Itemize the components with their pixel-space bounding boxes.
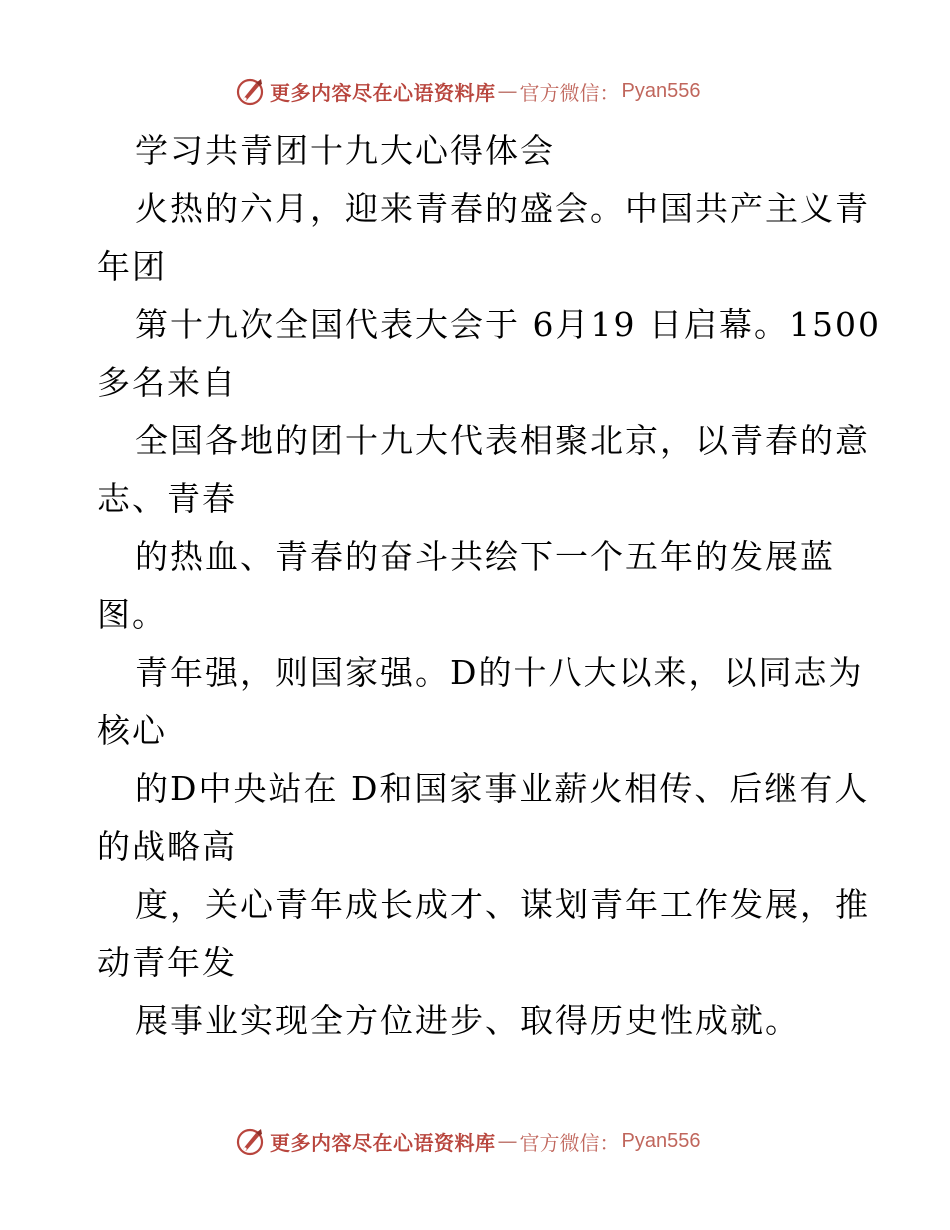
paragraph-line: 图。 [97, 595, 167, 634]
watermark-brand: 更多内容尽在心语资料库 [270, 80, 496, 105]
paragraph-line: 度，关心青年成长成才、谋划青年工作发展，推 [135, 885, 870, 924]
watermark-footer [234, 1124, 700, 1158]
paragraph-line: 第十九次全国代表大会于 6月19 日启幕。1500 [135, 305, 881, 344]
watermark-separator: — [497, 79, 518, 103]
watermark-brand: 更多内容尽在心语资料库 [270, 1130, 496, 1155]
paragraph-line: 的D中央站在 D和国家事业薪火相传、后继有人 [135, 769, 870, 808]
paragraph-line: 志、青春 [97, 479, 237, 518]
watermark-header [234, 74, 700, 108]
paragraph-line: 多名来自 [97, 363, 237, 402]
paragraph-line: 的热血、青春的奋斗共绘下一个五年的发展蓝 [135, 537, 835, 576]
paragraph-line: 的战略高 [97, 827, 237, 866]
quill-pen-logo-icon [234, 75, 266, 107]
paragraph-line: 展事业实现全方位进步、取得历史性成就。 [135, 1001, 800, 1040]
watermark-wechat-id: Pyan556 [621, 79, 701, 102]
paragraph-line: 年团 [97, 247, 167, 286]
paragraph-line: 青年强，则国家强。D的十八大以来，以同志为 [135, 653, 864, 692]
watermark-wechat-label: 官方微信： [519, 1130, 620, 1155]
document-body [97, 122, 881, 1050]
quill-pen-logo-icon [234, 1125, 266, 1157]
watermark-wechat-label: 官方微信： [519, 80, 620, 105]
paragraph-line: 全国各地的团十九大代表相聚北京，以青春的意 [135, 421, 870, 460]
paragraph-line: 核心 [97, 711, 167, 750]
watermark-wechat-id: Pyan556 [621, 1129, 701, 1152]
document-title: 学习共青团十九大心得体会 [135, 131, 555, 170]
watermark-separator: — [497, 1129, 518, 1153]
paragraph-line: 火热的六月，迎来青春的盛会。中国共产主义青 [135, 189, 870, 228]
paragraph-line: 动青年发 [97, 943, 237, 982]
